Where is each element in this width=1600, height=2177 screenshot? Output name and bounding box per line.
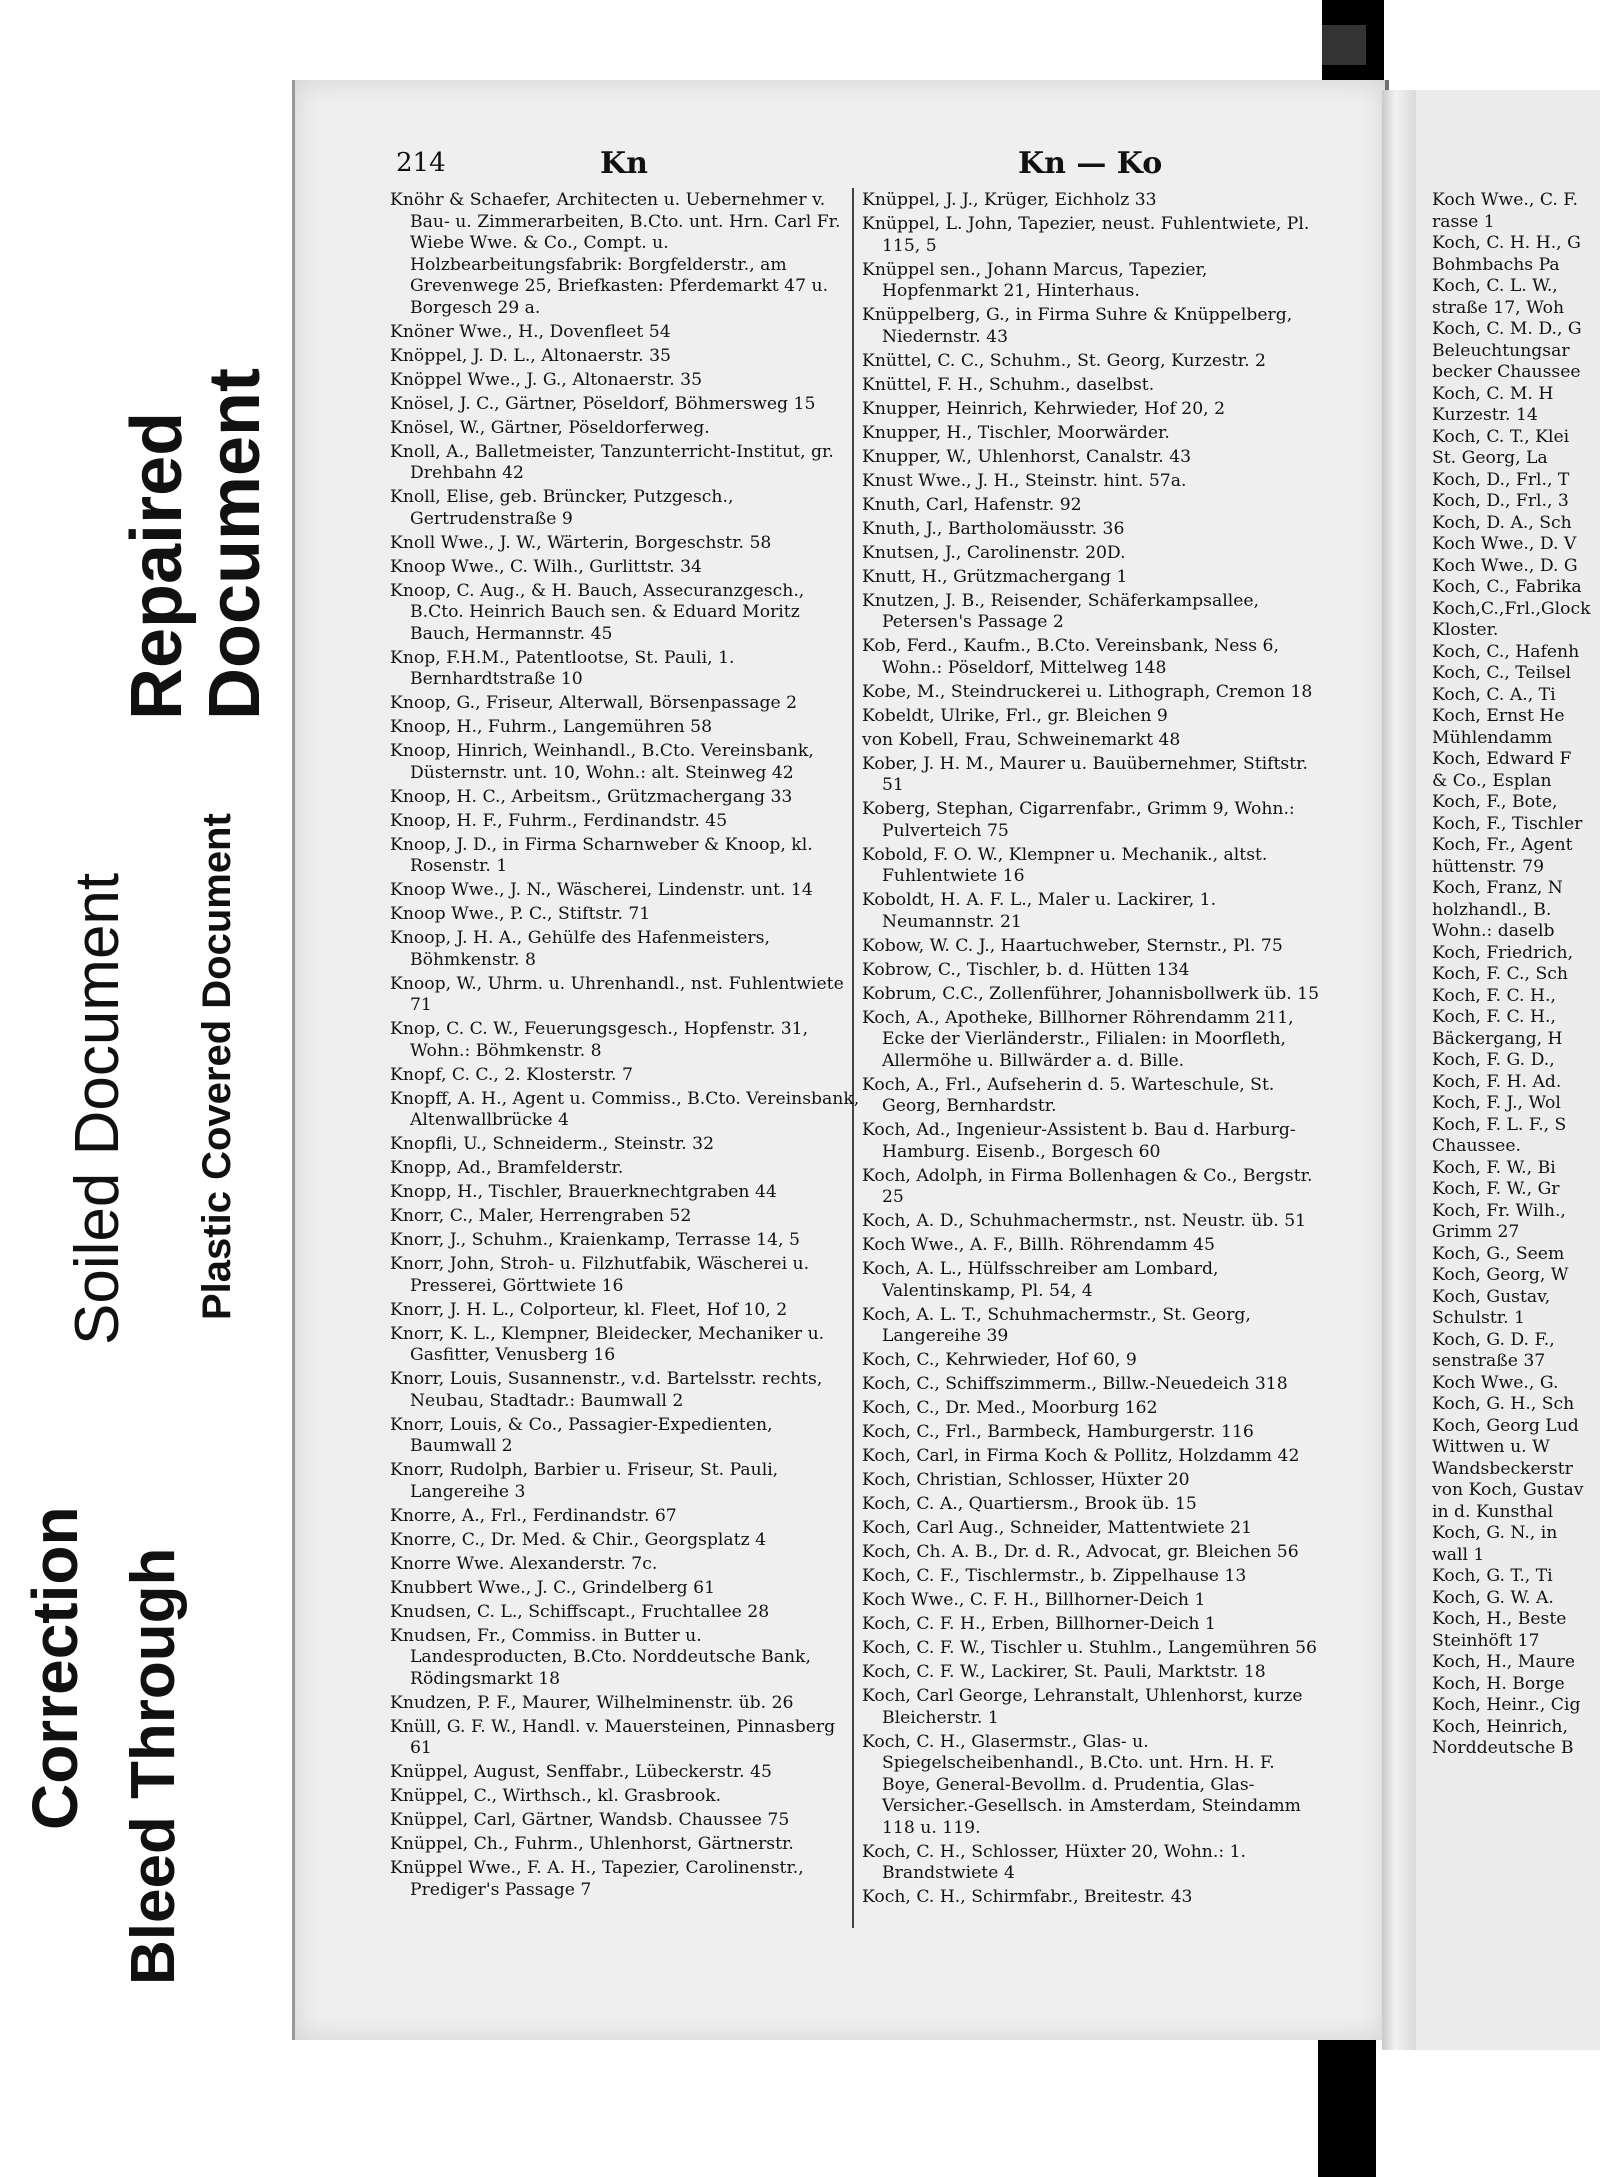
directory-entry: Knopp, Ad., Bramfelderstr. (390, 1158, 624, 1178)
directory-entry: Knutsen, J., Carolinenstr. 20D. (862, 542, 1126, 563)
directory-entry: Koch, A. L., Hülfsschreiber am Lombard, Valentinskamp, Pl. 54, 4 (862, 1259, 1219, 1301)
directory-entry: Koch, C. H., Schlosser, Hüxter 20, Wohn.: 1. Brandstwiete 4 (862, 1841, 1246, 1883)
directory-entry: Koch, H., Beste (1432, 1609, 1567, 1629)
running-head-right: Kn — Ko (1018, 146, 1163, 181)
directory-entry: Knupper, W., Uhlenhorst, Canalstr. 43 (862, 446, 1192, 467)
directory-entry: Koch, C., Kehrwieder, Hof 60, 9 (862, 1350, 1137, 1370)
directory-entry: wall 1 (1432, 1544, 1485, 1565)
directory-entry: Koch, C. H., Glasermstr., Glas- u. Spiegelscheibenhandl., B.Cto. unt. Hrn. H. F. Boye, General-Bevollm. d. Prudentia, Glas-Versicher.-Gesellsch. in Amsterdam, Steindamm 118 u. 119. (862, 1731, 1301, 1838)
directory-entry: Wohn.: daselb (1432, 921, 1555, 941)
directory-entry: Grimm 27 (1432, 1222, 1520, 1242)
directory-entry: Koch, Fr. Wilh., (1432, 1200, 1566, 1221)
repaired-document-label (118, 368, 274, 720)
directory-entry: Koch, Carl George, Lehranstalt, Uhlenhorst, kurze Bleicherstr. 1 (862, 1686, 1303, 1728)
directory-entry: Knoop, H., Fuhrm., Langemühren 58 (390, 717, 713, 737)
directory-entry: Kober, J. H. M., Maurer u. Bauübernehmer, Stiftstr. 51 (862, 753, 1308, 795)
directory-entry: Knöhr & Schaefer, Architecten u. Uebernehmer v. Bau- u. Zimmerarbeiten, B.Cto. unt. Hrn. Carl Fr. Wiebe Wwe. & Co., Compt. u. Holzbearbeitungsfabrik: Borgfelderstr., am Grevenwege 25, Briefkasten: Pferdemarkt 47 u. Borgesch 29 a. (390, 190, 841, 318)
directory-entry: Knutt, H., Grützmachergang 1 (862, 566, 1128, 587)
directory-entry: Knüppel, C., Wirthsch., kl. Grasbrook. (390, 1786, 722, 1806)
directory-entry: Knudsen, Fr., Commiss. in Butter u. Landesproducten, B.Cto. Norddeutsche Bank, Rödingsmarkt 18 (390, 1625, 811, 1689)
directory-entry: Koch, C., Hafenh (1432, 641, 1580, 662)
directory-entry: holzhandl., B. (1432, 899, 1552, 920)
binding-tab-top-inner (1322, 25, 1366, 65)
directory-entry: Koch, C. L. W., (1432, 276, 1558, 296)
directory-entry: Kobow, W. C. J., Haartuchweber, Sternstr., Pl. 75 (862, 935, 1283, 956)
directory-entry: Koch, Heinr., Cig (1432, 1695, 1581, 1715)
directory-entry: Koch, Ch. A. B., Dr. d. R., Advocat, gr. Bleichen 56 (862, 1542, 1299, 1562)
directory-entry: Koch, A., Apotheke, Billhorner Röhrendamm 211, Ecke der Vierländerstr., Filialen: in Moorfleth, Allermöhe u. Billwärder a. d. Bille. (862, 1007, 1294, 1071)
directory-entry: von Koch, Gustav (1432, 1480, 1584, 1500)
directory-entry: Knüppel, J. J., Krüger, Eichholz 33 (862, 190, 1157, 210)
directory-entry: Knöppel, J. D. L., Altonaerstr. 35 (390, 345, 671, 366)
directory-entry: Chaussee. (1432, 1136, 1521, 1156)
directory-column-left (390, 190, 860, 1904)
directory-entry: Kurzestr. 14 (1432, 405, 1538, 425)
directory-entry: Knopp, H., Tischler, Brauerknechtgraben 44 (390, 1182, 777, 1202)
directory-entry: Koch, C. F., Tischlermstr., b. Zippelhause 13 (862, 1566, 1247, 1586)
directory-entry: Knüppel, August, Senffabr., Lübeckerstr. 45 (390, 1762, 772, 1782)
directory-entry: Koch, Franz, N (1432, 878, 1563, 898)
directory-entry: Koch Wwe., D. V (1432, 534, 1577, 554)
directory-entry: Knöppel Wwe., J. G., Altonaerstr. 35 (390, 369, 703, 390)
directory-entry: Bohmbachs Pa (1432, 254, 1560, 275)
directory-entry: Koch, H. Borge (1432, 1673, 1565, 1694)
directory-entry: Mühlendamm (1432, 727, 1553, 748)
directory-entry: Koch Wwe., G. (1432, 1372, 1559, 1393)
directory-entry: Knüppelberg, G., in Firma Suhre & Knüppelberg, Niedernstr. 43 (862, 305, 1293, 347)
directory-entry: Knoop, J. H. A., Gehülfe des Hafenmeisters, Böhmkenstr. 8 (390, 928, 770, 970)
directory-entry: Knüttel, F. H., Schuhm., daselbst. (862, 374, 1155, 395)
directory-entry: Koch, C. H. H., G (1432, 233, 1581, 253)
directory-entry: Koch, F., Tischler (1432, 813, 1583, 834)
repaired-label-line-2: Document (195, 367, 275, 720)
running-head-left: Kn (600, 146, 648, 181)
directory-entry: Wittwen u. W (1432, 1437, 1550, 1457)
directory-entry: Norddeutsche B (1432, 1738, 1574, 1758)
directory-entry: Koch, C., Fabrika (1432, 577, 1582, 597)
directory-entry: Knupper, Heinrich, Kehrwieder, Hof 20, 2 (862, 398, 1226, 419)
directory-entry: Knüppel sen., Johann Marcus, Tapezier, Hopfenmarkt 21, Hinterhaus. (862, 259, 1208, 301)
directory-entry: straße 17, Woh (1432, 297, 1565, 318)
binding-tab-bottom (1318, 2040, 1376, 2177)
directory-entry: Koch, F. C. H., (1432, 1007, 1556, 1027)
directory-entry: Knorr, C., Maler, Herrengraben 52 (390, 1206, 692, 1226)
directory-entry: Koch, C., Schiffszimmerm., Billw.-Neuedeich 318 (862, 1374, 1288, 1394)
directory-entry: Koch Wwe., A. F., Billh. Röhrendamm 45 (862, 1235, 1215, 1255)
directory-entry: Knorr, Louis, Susannenstr., v.d. Bartelsstr. rechts, Neubau, Stadtadr.: Baumwall 2 (390, 1369, 823, 1411)
directory-entry: Steinhöft 17 (1432, 1630, 1540, 1651)
directory-entry: Knupper, H., Tischler, Moorwärder. (862, 422, 1170, 443)
directory-entry: Knoll Wwe., J. W., Wärterin, Borgeschstr. 58 (390, 532, 772, 553)
book-gutter (1382, 90, 1416, 2050)
directory-entry: Wandsbeckerstr (1432, 1458, 1573, 1479)
directory-entry: Koch, C., Teilsel (1432, 663, 1572, 683)
directory-entry: Koch, C., Frl., Barmbeck, Hamburgerstr. 116 (862, 1422, 1254, 1442)
directory-entry: Koch, F. W., Gr (1432, 1179, 1560, 1199)
directory-entry: Koch, Christian, Schlosser, Hüxter 20 (862, 1470, 1190, 1490)
directory-entry: Kobe, M., Steindruckerei u. Lithograph, Cremon 18 (862, 681, 1313, 702)
directory-entry: Knösel, W., Gärtner, Pöseldorferweg. (390, 417, 710, 438)
directory-entry: Knoll, Elise, geb. Brüncker, Putzgesch., Gertrudenstraße 9 (390, 487, 734, 529)
directory-entry: Koch, C. F. W., Tischler u. Stuhlm., Langemühren 56 (862, 1638, 1317, 1658)
directory-entry: Knorr, J. H. L., Colporteur, kl. Fleet, Hof 10, 2 (390, 1299, 788, 1320)
directory-entry: Koch, G. T., Ti (1432, 1566, 1553, 1586)
directory-entry: Koch, A., Frl., Aufseherin d. 5. Warteschule, St. Georg, Bernhardstr. (862, 1074, 1275, 1116)
correction-label: Correction (19, 1506, 91, 1830)
directory-entry: Koch, A. L. T., Schuhmachermstr., St. Georg, Langereihe 39 (862, 1304, 1251, 1346)
page-number: 214 (396, 148, 446, 178)
directory-entry: Knorre Wwe. Alexanderstr. 7c. (390, 1553, 658, 1574)
directory-entry: Knorr, John, Stroh- u. Filzhutfabik, Wäscherei u. Presserei, Görttwiete 16 (390, 1254, 810, 1296)
directory-entry: Koch, Ernst He (1432, 706, 1565, 726)
directory-entry: Knüll, G. F. W., Handl. v. Mauersteinen, Pinnasberg 61 (390, 1716, 836, 1758)
directory-entry: Koch Wwe., C. F. (1432, 190, 1578, 210)
directory-entry: Koch, F. C., Sch (1432, 964, 1568, 984)
directory-entry: Koch, F. H. Ad. (1432, 1071, 1562, 1092)
directory-entry: Knoop, C. Aug., & H. Bauch, Assecuranzgesch., B.Cto. Heinrich Bauch sen. & Eduard Moritz Bauch, Hermannstr. 45 (390, 580, 805, 644)
directory-entry: Koch, D. A., Sch (1432, 512, 1572, 533)
directory-entry: Koch, F. L. F., S (1432, 1114, 1567, 1135)
directory-entry: Knudzen, P. F., Maurer, Wilhelminenstr. üb. 26 (390, 1692, 794, 1713)
directory-entry: Knoop, W., Uhrm. u. Uhrenhandl., nst. Fuhlentwiete 71 (390, 973, 844, 1015)
directory-entry: Knoop, H. F., Fuhrm., Ferdinandstr. 45 (390, 810, 728, 831)
directory-entry: Koch, C. T., Klei (1432, 426, 1570, 447)
directory-entry: Knüppel, Carl, Gärtner, Wandsb. Chaussee 75 (390, 1810, 790, 1830)
directory-entry: Knoop, G., Friseur, Alterwall, Börsenpassage 2 (390, 693, 798, 713)
directory-entry: Knoop Wwe., J. N., Wäscherei, Lindenstr. unt. 14 (390, 880, 813, 900)
directory-entry: Koch, Adolph, in Firma Bollenhagen & Co., Bergstr. 25 (862, 1165, 1313, 1207)
directory-entry: Knorr, Rudolph, Barbier u. Friseur, St. Pauli, Langereihe 3 (390, 1460, 779, 1502)
directory-entry: becker Chaussee (1432, 362, 1581, 382)
soiled-document-label: Soiled Document (63, 872, 132, 1345)
directory-entry: Koch, Friedrich, (1432, 942, 1574, 963)
directory-entry: Knorre, C., Dr. Med. & Chir., Georgsplatz 4 (390, 1529, 767, 1550)
directory-entry: Koch, C. A., Quartiersm., Brook üb. 15 (862, 1494, 1197, 1514)
bleed-through-label: Bleed Through (119, 1547, 188, 1985)
directory-entry: Koch, H., Maure (1432, 1652, 1576, 1672)
directory-entry: Knop, F.H.M., Patentlootse, St. Pauli, 1. Bernhardtstraße 10 (390, 647, 735, 689)
directory-entry: von Kobell, Frau, Schweinemarkt 48 (862, 729, 1181, 750)
directory-entry: Koch, C. H., Schirmfabr., Breitestr. 43 (862, 1887, 1193, 1907)
directory-entry: Koch, F., Bote, (1432, 792, 1558, 812)
directory-entry: Koch Wwe., C. F. H., Billhorner-Deich 1 (862, 1590, 1206, 1610)
directory-entry: rasse 1 (1432, 211, 1495, 232)
directory-entry: Koch, C. F. W., Lackirer, St. Pauli, Marktstr. 18 (862, 1662, 1266, 1682)
directory-entry: Koberg, Stephan, Cigarrenfabr., Grimm 9, Wohn.: Pulverteich 75 (862, 799, 1295, 841)
facing-page-column (1432, 190, 1600, 1760)
directory-entry: Koch, G. H., Sch (1432, 1394, 1575, 1414)
plastic-covered-document-label: Plastic Covered Document (195, 813, 239, 1320)
directory-entry: Koch, F. G. D., (1432, 1050, 1555, 1070)
directory-entry: Koch, G. W. A. (1432, 1587, 1554, 1608)
directory-entry: Koboldt, H. A. F. L., Maler u. Lackirer, 1. Neumannstr. 21 (862, 890, 1217, 932)
directory-entry: Knuth, J., Bartholomäusstr. 36 (862, 518, 1125, 539)
directory-entry: Koch, F. C. H., (1432, 985, 1556, 1006)
directory-entry: Knoop Wwe., P. C., Stiftstr. 71 (390, 904, 651, 924)
directory-entry: Knüppel, L. John, Tapezier, neust. Fuhlentwiete, Pl. 115, 5 (862, 214, 1310, 256)
directory-entry: Knop, C. C. W., Feuerungsgesch., Hopfenstr. 31, Wohn.: Böhmkenstr. 8 (390, 1019, 809, 1061)
directory-entry: Koch, C. M. D., G (1432, 319, 1582, 339)
directory-entry: Kobeldt, Ulrike, Frl., gr. Bleichen 9 (862, 705, 1168, 726)
directory-entry: Koch, D., Frl., T (1432, 469, 1570, 490)
directory-entry: Koch, Carl Aug., Schneider, Mattentwiete 21 (862, 1518, 1253, 1538)
directory-entry: Koch, A. D., Schuhmachermstr., nst. Neustr. üb. 51 (862, 1211, 1307, 1231)
repaired-label-line-1: Repaired (117, 411, 197, 720)
directory-entry: Koch, Fr., Agent (1432, 835, 1573, 855)
directory-entry: Bäckergang, H (1432, 1028, 1563, 1049)
directory-entry: Knudsen, C. L., Schiffscapt., Fruchtallee 28 (390, 1601, 770, 1622)
directory-entry: in d. Kunsthal (1432, 1501, 1554, 1522)
directory-entry: Knorr, K. L., Klempner, Bleidecker, Mechaniker u. Gasfitter, Venusberg 16 (390, 1323, 825, 1365)
directory-entry: Kobold, F. O. W., Klempner u. Mechanik., altst. Fuhlentwiete 16 (862, 844, 1268, 886)
directory-entry: St. Georg, La (1432, 448, 1548, 468)
directory-entry: Knüppel, Ch., Fuhrm., Uhlenhorst, Gärtnerstr. (390, 1834, 794, 1854)
directory-entry: hüttenstr. 79 (1432, 856, 1545, 877)
directory-entry: Koch, Edward F (1432, 749, 1572, 769)
directory-entry: Koch, G. N., in (1432, 1523, 1558, 1543)
directory-entry: & Co., Esplan (1432, 770, 1552, 791)
directory-entry: Koch, F. W., Bi (1432, 1157, 1556, 1178)
directory-entry: Knopff, A. H., Agent u. Commiss., B.Cto. Vereinsbank, Altenwallbrücke 4 (390, 1088, 860, 1130)
directory-entry: Koch, C. M. H (1432, 383, 1554, 404)
directory-entry: Koch, Ad., Ingenieur-Assistent b. Bau d. Harburg-Hamburg. Eisenb., Borgesch 60 (862, 1120, 1296, 1162)
directory-entry: Koch,C.,Frl.,Glock (1432, 598, 1591, 619)
directory-entry: Koch, Georg Lud (1432, 1415, 1579, 1436)
directory-entry: Koch Wwe., D. G (1432, 555, 1578, 576)
directory-entry: Schulstr. 1 (1432, 1308, 1525, 1328)
directory-entry: Knorr, Louis, & Co., Passagier-Expedienten, Baumwall 2 (390, 1414, 773, 1456)
directory-entry: Knorre, A., Frl., Ferdinandstr. 67 (390, 1505, 677, 1526)
directory-entry: Knoop, H. C., Arbeitsm., Grützmachergang 33 (390, 786, 793, 807)
directory-entry: Koch, Georg, W (1432, 1265, 1569, 1285)
directory-entry: Koch, C., Dr. Med., Moorburg 162 (862, 1398, 1158, 1418)
directory-entry: Kobrow, C., Tischler, b. d. Hütten 134 (862, 959, 1190, 980)
directory-entry: Knüppel Wwe., F. A. H., Tapezier, Carolinenstr., Prediger's Passage 7 (390, 1858, 804, 1900)
directory-entry: Koch, G., Seem (1432, 1243, 1565, 1264)
directory-entry: Koch, Heinrich, (1432, 1716, 1568, 1737)
directory-entry: Koch, G. D. F., (1432, 1329, 1555, 1350)
directory-entry: Knösel, J. C., Gärtner, Pöseldorf, Böhmersweg 15 (390, 393, 816, 414)
directory-entry: Koch, F. J., Wol (1432, 1093, 1561, 1113)
directory-entry: Koch, C. F. H., Erben, Billhorner-Deich 1 (862, 1614, 1216, 1634)
directory-entry: Beleuchtungsar (1432, 340, 1570, 361)
directory-entry: Koch, Carl, in Firma Koch & Pollitz, Holzdamm 42 (862, 1446, 1300, 1466)
directory-entry: Kobrum, C.C., Zollenführer, Johannisbollwerk üb. 15 (862, 983, 1320, 1004)
directory-entry: Koch, Gustav, (1432, 1286, 1551, 1307)
directory-entry: Knopfli, U., Schneiderm., Steinstr. 32 (390, 1134, 715, 1154)
directory-entry: Kloster. (1432, 620, 1499, 640)
directory-column-right (862, 190, 1320, 1911)
directory-entry: Knoll, A., Balletmeister, Tanzunterricht-Institut, gr. Drehbahn 42 (390, 441, 834, 483)
directory-entry: Knust Wwe., J. H., Steinstr. hint. 57a. (862, 470, 1187, 491)
directory-entry: Knubbert Wwe., J. C., Grindelberg 61 (390, 1577, 716, 1598)
directory-entry: Knoop Wwe., C. Wilh., Gurlittstr. 34 (390, 556, 702, 577)
directory-entry: Knorr, J., Schuhm., Kraienkamp, Terrasse 14, 5 (390, 1230, 800, 1250)
directory-entry: Knoop, Hinrich, Weinhandl., B.Cto. Vereinsbank, Düsternstr. unt. 10, Wohn.: alt. Steinweg 42 (390, 741, 814, 783)
directory-entry: Knopf, C. C., 2. Klosterstr. 7 (390, 1064, 633, 1085)
directory-entry: Knöner Wwe., H., Dovenfleet 54 (390, 321, 671, 342)
directory-entry: Knüttel, C. C., Schuhm., St. Georg, Kurzestr. 2 (862, 350, 1266, 371)
directory-entry: Koch, D., Frl., 3 (1432, 491, 1569, 511)
directory-entry: Kob, Ferd., Kaufm., B.Cto. Vereinsbank, Ness 6, Wohn.: Pöseldorf, Mittelweg 148 (862, 636, 1279, 678)
directory-entry: senstraße 37 (1432, 1351, 1546, 1371)
directory-entry: Knoop, J. D., in Firma Scharnweber & Knoop, kl. Rosenstr. 1 (390, 834, 813, 876)
directory-entry: Koch, C. A., Ti (1432, 684, 1556, 705)
directory-entry: Knuth, Carl, Hafenstr. 92 (862, 494, 1082, 515)
directory-entry: Knutzen, J. B., Reisender, Schäferkampsallee, Petersen's Passage 2 (862, 590, 1260, 632)
